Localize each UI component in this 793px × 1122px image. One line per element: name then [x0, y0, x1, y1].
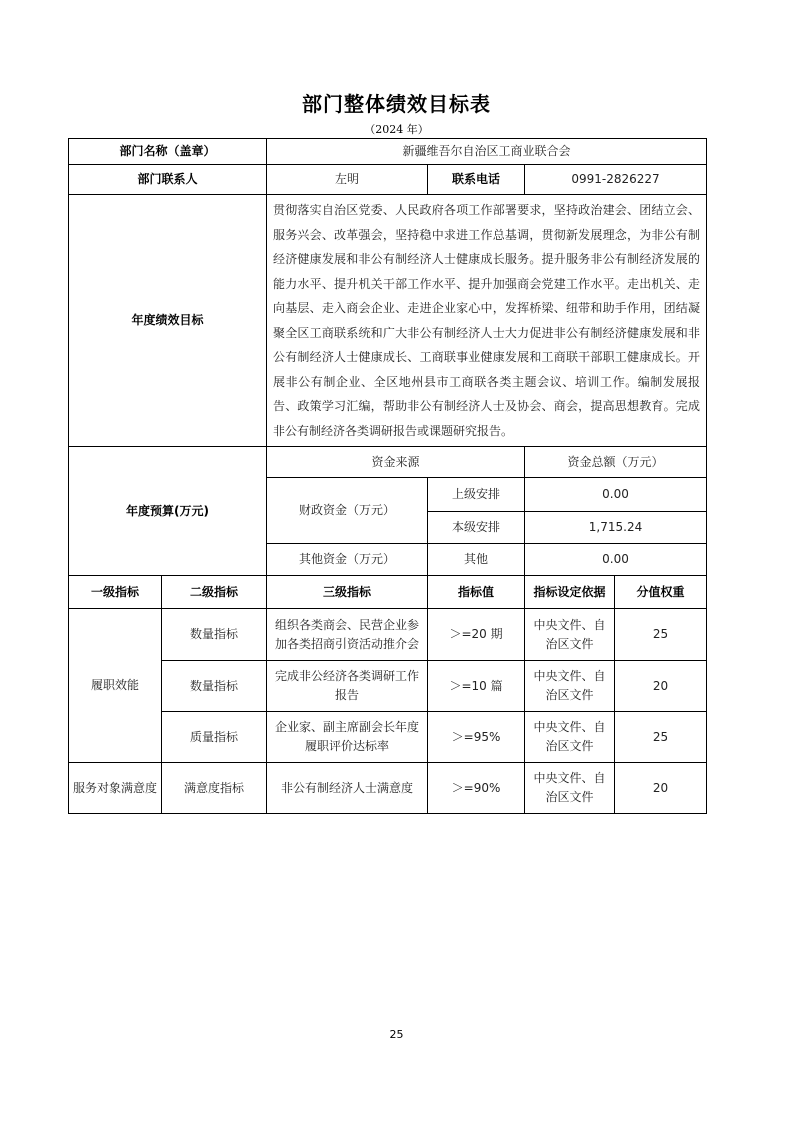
l3-cell: 组织各类商会、民营企业参加各类招商引资活动推介会 — [267, 609, 428, 661]
header-value: 指标值 — [428, 576, 525, 609]
dept-name-label: 部门名称（盖章） — [69, 139, 267, 165]
l1-cell: 履职效能 — [69, 609, 162, 763]
source-header: 资金来源 — [267, 447, 525, 478]
table-row — [69, 712, 707, 763]
goal-text: 贯彻落实自治区党委、人民政府各项工作部署要求，坚持政治建会、团结立会、服务兴会、改革强会，坚持稳中求进工作总基调，贯彻新发展理念，为非公有制经济健康发展和非公有制经济人士健康成长服务。提升服务非公有制经济发展的能力水平、提升机关干部工作水平、提升加强商会党建工作水平。走出机关、走向基层、走入商会企业、走进企业家心中，发挥桥梁、纽带和助手作用，团结凝聚全区工商联系统和广大非公有制经济人士大力促进非公有制经济健康发展和非公有制经济人士健康成长、工商联事业健康发展和工商联干部职工健康成长。开展非公有制企业、全区地州县市工商联各类主题会议、培训工作。编制发展报告、政策学习汇编，帮助非公有制经济人士及协会、商会，提高思想教育。完成非公有制经济各类调研报告或课题研究报告。 — [267, 195, 707, 447]
basis-cell: 中央文件、自治区文件 — [525, 712, 615, 763]
value-cell: ＞=90% — [428, 763, 525, 814]
l2-cell: 质量指标 — [162, 712, 267, 763]
indicator-header-row — [69, 576, 707, 609]
header-basis: 指标设定依据 — [525, 576, 615, 609]
contact-row — [69, 165, 707, 195]
goal-row — [69, 195, 707, 447]
header-l3: 三级指标 — [267, 576, 428, 609]
table-row — [69, 763, 707, 814]
l2-cell: 数量指标 — [162, 661, 267, 712]
value-cell: ＞=95% — [428, 712, 525, 763]
performance-table — [68, 138, 707, 814]
other-label: 其他 — [428, 544, 525, 576]
weight-cell: 25 — [615, 712, 707, 763]
value-cell: ＞=20 期 — [428, 609, 525, 661]
l3-cell: 非公有制经济人士满意度 — [267, 763, 428, 814]
phone-value: 0991-2826227 — [525, 165, 707, 195]
upper-value: 0.00 — [525, 478, 707, 512]
other-funds-label: 其他资金（万元） — [267, 544, 428, 576]
header-l1: 一级指标 — [69, 576, 162, 609]
weight-cell: 20 — [615, 661, 707, 712]
l3-cell: 完成非公经济各类调研工作报告 — [267, 661, 428, 712]
l3-cell: 企业家、副主席副会长年度履职评价达标率 — [267, 712, 428, 763]
contact-value: 左明 — [267, 165, 428, 195]
contact-label: 部门联系人 — [69, 165, 267, 195]
l1-cell: 服务对象满意度 — [69, 763, 162, 814]
fiscal-label: 财政资金（万元） — [267, 478, 428, 544]
weight-cell: 20 — [615, 763, 707, 814]
weight-cell: 25 — [615, 609, 707, 661]
table-row — [69, 609, 707, 661]
l2-cell: 满意度指标 — [162, 763, 267, 814]
page-number: 25 — [389, 1028, 404, 1041]
basis-cell: 中央文件、自治区文件 — [525, 609, 615, 661]
l2-cell: 数量指标 — [162, 609, 267, 661]
year-label: （2024 年） — [364, 123, 429, 136]
upper-label: 上级安排 — [428, 478, 525, 512]
budget-label: 年度预算(万元) — [69, 447, 267, 576]
dept-name-row — [69, 139, 707, 165]
goal-label: 年度绩效目标 — [69, 195, 267, 447]
local-value: 1,715.24 — [525, 512, 707, 544]
total-header: 资金总额（万元） — [525, 447, 707, 478]
basis-cell: 中央文件、自治区文件 — [525, 763, 615, 814]
other-value: 0.00 — [525, 544, 707, 576]
header-l2: 二级指标 — [162, 576, 267, 609]
header-weight: 分值权重 — [615, 576, 707, 609]
basis-cell: 中央文件、自治区文件 — [525, 661, 615, 712]
page-title: 部门整体绩效目标表 — [302, 92, 491, 116]
value-cell: ＞=10 篇 — [428, 661, 525, 712]
dept-name-value: 新疆维吾尔自治区工商业联合会 — [267, 139, 707, 165]
local-label: 本级安排 — [428, 512, 525, 544]
table-row — [69, 661, 707, 712]
phone-label: 联系电话 — [428, 165, 525, 195]
